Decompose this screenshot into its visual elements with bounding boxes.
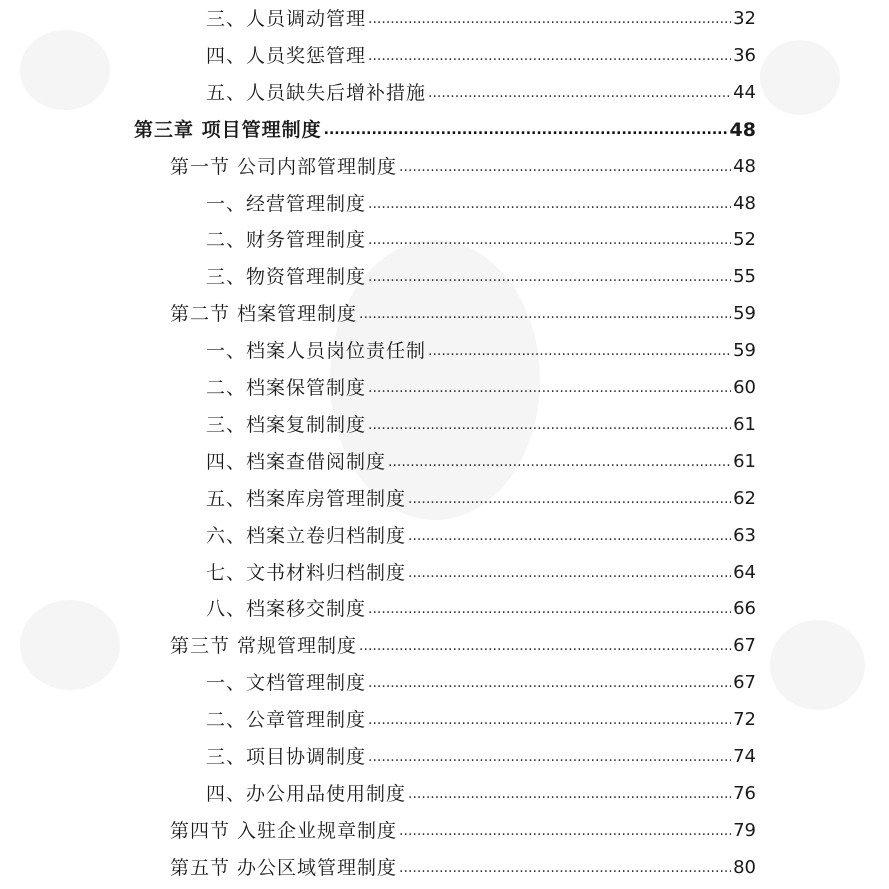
toc-dot-leader xyxy=(324,117,728,143)
toc-page-number: 60 xyxy=(733,377,756,398)
toc-page-number: 61 xyxy=(733,450,756,472)
toc-entry-label: 七、文书材料归档制度 xyxy=(206,561,407,584)
toc-page-number: 67 xyxy=(733,672,756,694)
toc-section-entry xyxy=(170,851,756,881)
toc-entry-label: 四、档案查借阅制度 xyxy=(206,450,387,473)
toc-page-number: 59 xyxy=(733,303,756,325)
toc-page-number: 76 xyxy=(733,782,756,804)
toc-entry-label: 三、人员调动管理 xyxy=(206,8,367,30)
toc-subsection-entry xyxy=(206,334,756,364)
toc-entry-label: 三、物资管理制度 xyxy=(206,266,367,289)
toc-page-number: 74 xyxy=(733,746,756,767)
toc-subsection-entry xyxy=(206,666,756,696)
toc-page-number: 36 xyxy=(733,44,756,66)
toc-entry-label: 一、档案人员岗位责任制 xyxy=(206,340,427,363)
toc-dot-leader xyxy=(368,596,731,622)
toc-entry-label: 第三章 项目管理制度 xyxy=(134,118,322,141)
toc-dot-leader xyxy=(408,486,731,512)
toc-subsection-entry xyxy=(206,703,756,733)
toc-page-number: 59 xyxy=(733,340,756,362)
toc-page-number: 48 xyxy=(733,155,756,177)
toc-dot-leader xyxy=(368,43,731,69)
toc-entry-label: 第二节 档案管理制度 xyxy=(170,303,358,326)
toc-subsection-entry xyxy=(206,519,756,549)
toc-entry-label: 一、文档管理制度 xyxy=(206,672,367,695)
toc-dot-leader xyxy=(399,855,731,881)
toc-dot-leader xyxy=(368,227,731,253)
toc-dot-leader xyxy=(359,633,731,659)
toc-subsection-entry xyxy=(206,371,756,401)
toc-subsection-entry xyxy=(206,777,756,807)
toc-subsection-entry xyxy=(206,592,756,622)
toc-entry-label: 第四节 入驻企业规章制度 xyxy=(170,819,398,842)
toc-dot-leader xyxy=(368,375,731,401)
toc-dot-leader xyxy=(368,6,731,32)
toc-dot-leader xyxy=(399,818,731,844)
toc-dot-leader xyxy=(428,80,731,106)
toc-subsection-entry xyxy=(206,187,756,217)
toc-dot-leader xyxy=(408,560,731,586)
toc-entry-label: 第一节 公司内部管理制度 xyxy=(170,155,398,178)
toc-entry-label: 二、档案保管制度 xyxy=(206,377,367,399)
toc-dot-leader xyxy=(408,781,731,807)
toc-dot-leader xyxy=(428,338,731,364)
toc-subsection-entry xyxy=(206,76,756,106)
toc-dot-leader xyxy=(368,412,731,438)
toc-entry-label: 八、档案移交制度 xyxy=(206,598,367,621)
toc-subsection-entry xyxy=(206,39,756,69)
toc-section-entry xyxy=(170,814,756,844)
toc-subsection-entry xyxy=(206,556,756,586)
toc-dot-leader xyxy=(388,449,731,475)
toc-dot-leader xyxy=(408,523,731,549)
toc-chapter-entry xyxy=(134,113,756,143)
toc-page-number: 48 xyxy=(729,118,756,141)
toc-entry-label: 五、档案库房管理制度 xyxy=(206,487,407,510)
toc-page-number: 63 xyxy=(733,524,756,546)
toc-page-number: 44 xyxy=(733,81,756,103)
toc-page-number: 52 xyxy=(733,229,756,251)
toc-entry-label: 一、经营管理制度 xyxy=(206,192,367,215)
toc-page-number: 61 xyxy=(733,413,756,435)
toc-entry-label: 三、档案复制制度 xyxy=(206,413,367,436)
toc-page-number: 72 xyxy=(733,709,756,731)
toc-dot-leader xyxy=(368,264,731,290)
toc-dot-leader xyxy=(368,744,731,770)
toc-entry-label: 第五节 办公区域管理制度 xyxy=(170,856,398,879)
toc-entry-label: 六、档案立卷归档制度 xyxy=(206,524,407,547)
toc-subsection-entry xyxy=(206,482,756,512)
toc-dot-leader xyxy=(368,670,731,696)
toc-dot-leader xyxy=(368,707,731,733)
toc-entry-label: 二、财务管理制度 xyxy=(206,229,367,252)
toc-page-number: 79 xyxy=(733,819,756,841)
toc-page-number: 32 xyxy=(733,8,756,29)
toc-dot-leader xyxy=(399,154,731,180)
toc-entry-label: 二、公章管理制度 xyxy=(206,709,367,732)
toc-subsection-entry xyxy=(206,260,756,290)
toc-section-entry xyxy=(170,297,756,327)
toc-page-number: 80 xyxy=(733,856,756,878)
toc-subsection-entry xyxy=(206,740,756,770)
toc-subsection-entry xyxy=(206,408,756,438)
toc-page-number: 67 xyxy=(733,635,756,657)
toc-dot-leader xyxy=(368,191,731,217)
toc-page-number: 66 xyxy=(733,598,756,620)
toc-section-entry xyxy=(170,629,756,659)
toc-entry-label: 五、人员缺失后增补措施 xyxy=(206,81,427,104)
toc-page-number: 55 xyxy=(733,266,756,288)
toc-page-number: 64 xyxy=(733,561,756,583)
toc-subsection-entry xyxy=(206,223,756,253)
toc-entry-label: 第三节 常规管理制度 xyxy=(170,635,358,658)
toc-entry-label: 四、办公用品使用制度 xyxy=(206,782,407,805)
toc-subsection-entry xyxy=(206,2,756,32)
toc-page-number: 62 xyxy=(733,487,756,509)
toc-entry-label: 三、项目协调制度 xyxy=(206,746,367,768)
toc-section-entry xyxy=(170,150,756,180)
toc-entry-label: 四、人员奖惩管理 xyxy=(206,44,367,67)
toc-dot-leader xyxy=(359,301,731,327)
toc-page-number: 48 xyxy=(733,192,756,214)
toc-subsection-entry xyxy=(206,445,756,475)
